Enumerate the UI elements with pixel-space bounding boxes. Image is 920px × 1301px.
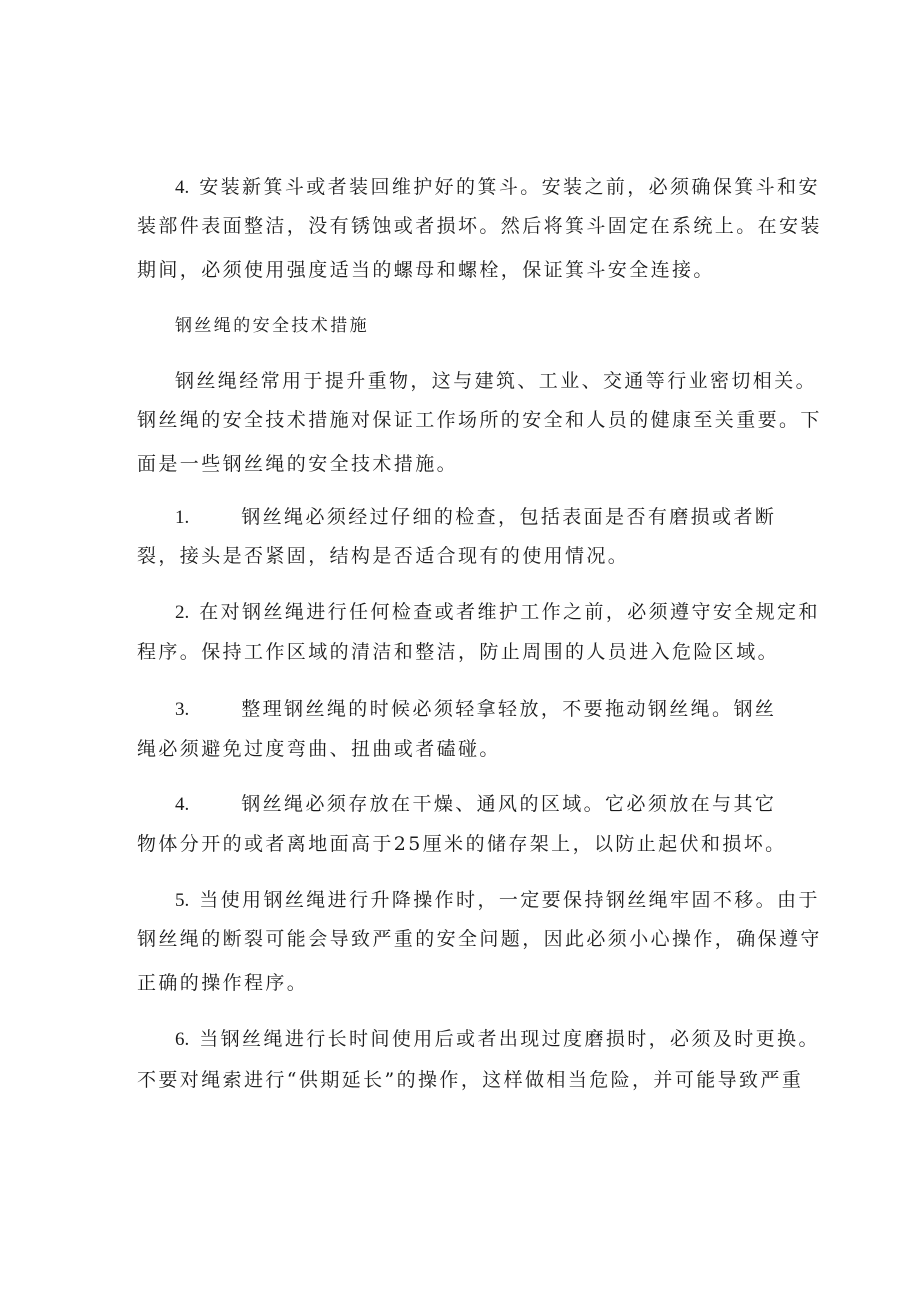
- item-2-line-1: 2. 在对钢丝绳进行任何检查或者维护工作之前，必须遵守安全规定和: [175, 601, 820, 623]
- item-5-number: 5.: [175, 890, 190, 911]
- item-6-line-2: 不要对绳索进行“供期延长”的操作，这样做相当危险，并可能导致严重: [137, 1069, 804, 1091]
- install-number: 4.: [175, 177, 190, 198]
- item-5-line-3: 正确的操作程序。: [137, 972, 309, 994]
- item-2-number: 2.: [175, 602, 190, 623]
- install-line-2: 装部件表面整洁，没有锈蚀或者损坏。然后将箕斗固定在系统上。在安装: [137, 215, 822, 237]
- item-6-line-1: 6. 当钢丝绳进行长时间使用后或者出现过度磨损时，必须及时更换。: [175, 1028, 820, 1050]
- section-heading: 钢丝绳的安全技术措施: [175, 316, 369, 336]
- item-4-line-2: 物体分开的或者离地面高于25厘米的储存架上，以防止起伏和损坏。: [137, 833, 787, 855]
- intro-line-2: 钢丝绳的安全技术措施对保证工作场所的安全和人员的健康至关重要。下: [137, 409, 822, 431]
- item-4-number: 4.: [175, 794, 190, 815]
- item-5-line-2: 钢丝绳的断裂可能会导致严重的安全问题，因此必须小心操作，确保遵守: [137, 928, 822, 950]
- intro-line-1: 钢丝绳经常用于提升重物，这与建筑、工业、交通等行业密切相关。: [175, 370, 818, 392]
- install-line-3: 期间，必须使用强度适当的螺母和螺栓，保证箕斗安全连接。: [137, 259, 715, 281]
- item-3-line-1: 3. 整理钢丝绳的时候必须轻拿轻放，不要拖动钢丝绳。钢丝: [175, 698, 777, 720]
- item-3-line-2: 绳必须避免过度弯曲、扭曲或者磕碰。: [137, 738, 501, 760]
- item-2-line-2: 程序。保持工作区域的清洁和整洁，防止周围的人员进入危险区域。: [137, 641, 780, 663]
- item-1-line-1: 1. 钢丝绳必须经过仔细的检查，包括表面是否有磨损或者断: [175, 506, 777, 528]
- item-1-line-2: 裂，接头是否紧固，结构是否适合现有的使用情况。: [137, 545, 630, 567]
- item-3-number: 3.: [175, 699, 190, 720]
- item-6-number: 6.: [175, 1029, 190, 1050]
- item-5-line-1: 5. 当使用钢丝绳进行升降操作时，一定要保持钢丝绳牢固不移。由于: [175, 889, 820, 911]
- item-4-line-1: 4. 钢丝绳必须存放在干燥、通风的区域。它必须放在与其它: [175, 793, 777, 815]
- item-1-number: 1.: [175, 507, 190, 528]
- intro-line-3: 面是一些钢丝绳的安全技术措施。: [137, 453, 459, 475]
- install-line-1: 4. 安装新箕斗或者装回维护好的箕斗。安装之前，必须确保箕斗和安: [175, 176, 820, 198]
